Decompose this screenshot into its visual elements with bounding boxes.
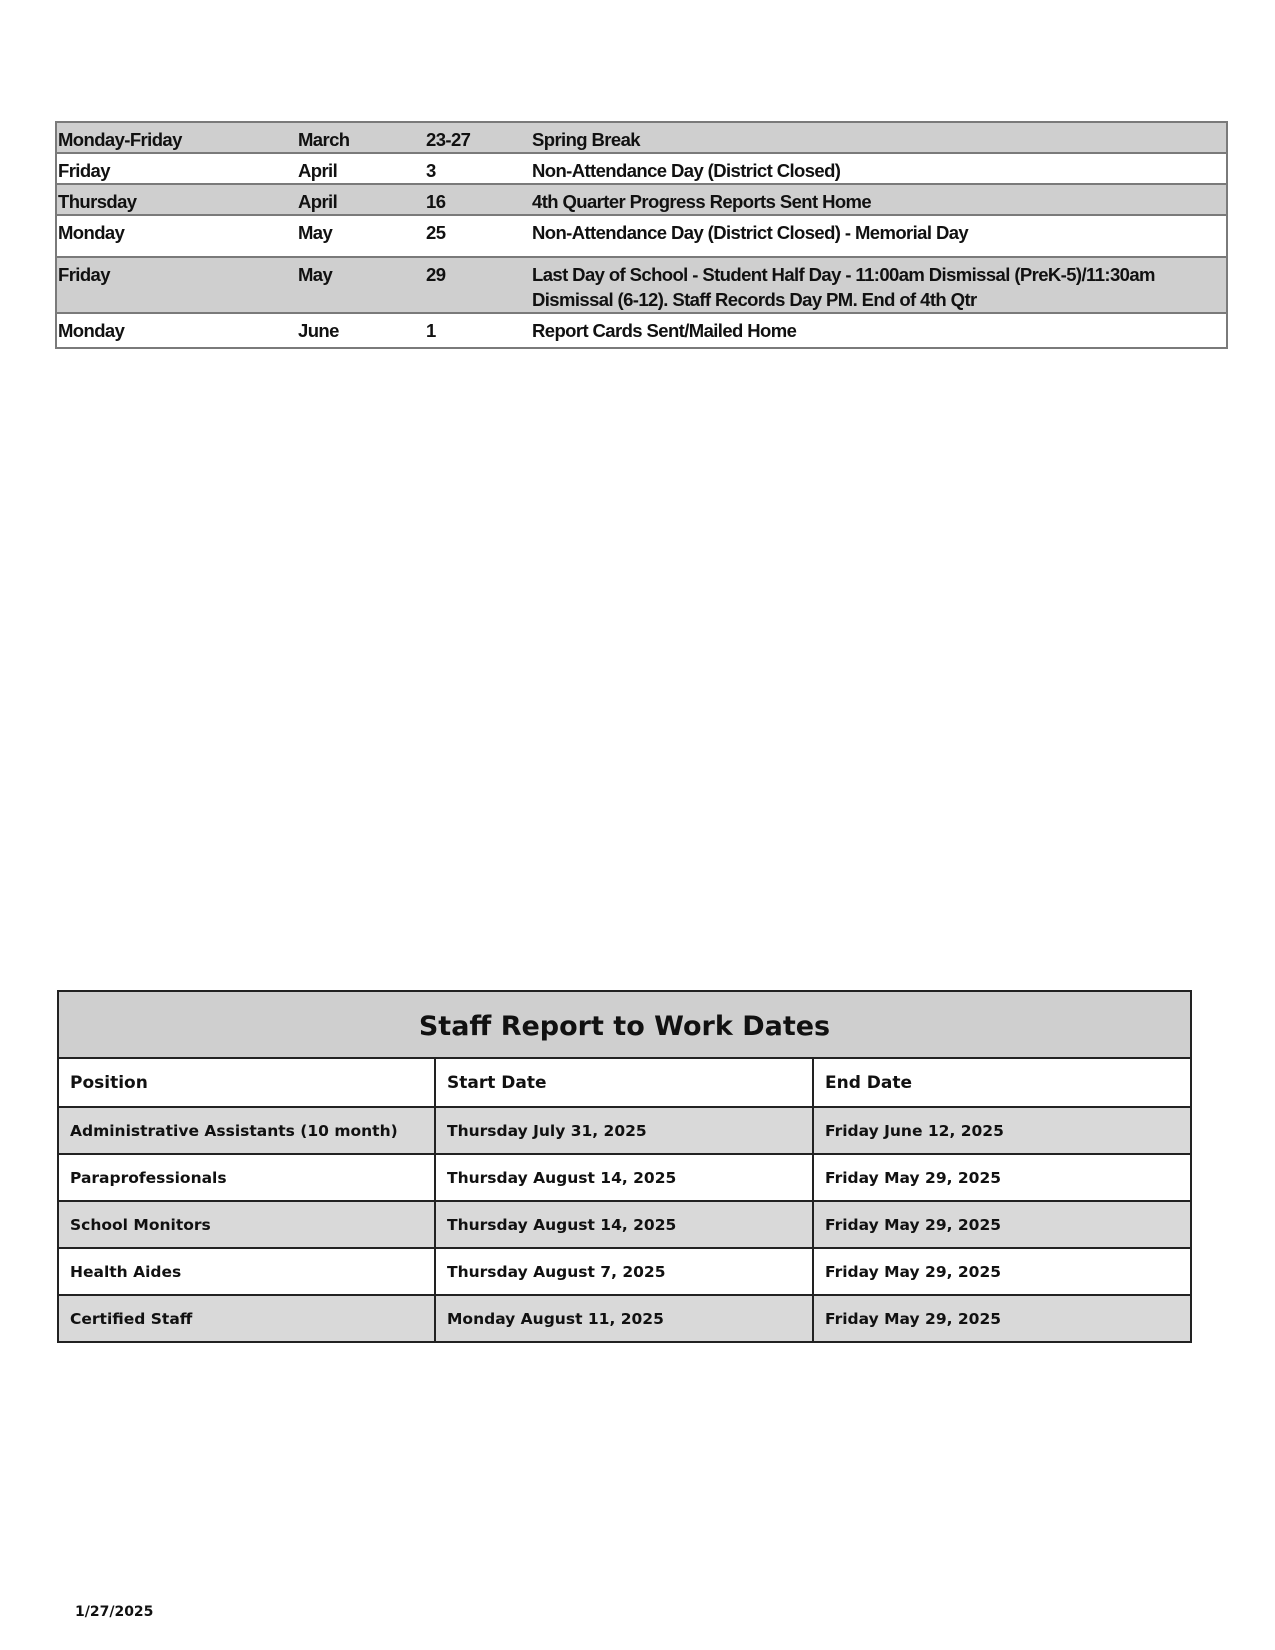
event-day: Thursday bbox=[56, 184, 297, 215]
table-row bbox=[56, 215, 1227, 257]
staff-report-table bbox=[57, 990, 1192, 1343]
end-date-cell: Friday May 29, 2025 bbox=[813, 1295, 1191, 1342]
event-day: Monday-Friday bbox=[56, 122, 297, 153]
table-row bbox=[56, 184, 1227, 215]
table-row bbox=[56, 153, 1227, 184]
start-date-cell: Thursday August 14, 2025 bbox=[435, 1154, 813, 1201]
event-day: Monday bbox=[56, 313, 297, 348]
end-date-cell: Friday June 12, 2025 bbox=[813, 1107, 1191, 1154]
event-description-line: Dismissal (6-12). Staff Records Day PM. End of 4th Qtr bbox=[532, 289, 977, 310]
table-row bbox=[58, 1107, 1191, 1154]
event-month: April bbox=[297, 153, 425, 184]
event-day: Monday bbox=[56, 215, 297, 257]
end-date-cell: Friday May 29, 2025 bbox=[813, 1248, 1191, 1295]
column-header-start-date: Start Date bbox=[435, 1058, 813, 1107]
event-month: May bbox=[297, 215, 425, 257]
table-row bbox=[58, 1248, 1191, 1295]
staff-table-header-row bbox=[58, 1058, 1191, 1107]
event-month: June bbox=[297, 313, 425, 348]
event-description-line: Last Day of School - Student Half Day - 11:00am Dismissal (PreK-5)/11:30am bbox=[532, 264, 1155, 285]
position-cell: Certified Staff bbox=[58, 1295, 435, 1342]
event-day: Friday bbox=[56, 257, 297, 313]
column-header-position: Position bbox=[58, 1058, 435, 1107]
footer-date: 1/27/2025 bbox=[75, 1604, 154, 1620]
table-row bbox=[58, 1154, 1191, 1201]
event-date: 25 bbox=[425, 215, 531, 257]
staff-table-title: Staff Report to Work Dates bbox=[58, 991, 1191, 1058]
table-row bbox=[58, 1295, 1191, 1342]
event-month: March bbox=[297, 122, 425, 153]
event-description bbox=[531, 257, 1227, 313]
event-day: Friday bbox=[56, 153, 297, 184]
end-date-cell: Friday May 29, 2025 bbox=[813, 1154, 1191, 1201]
table-row bbox=[56, 122, 1227, 153]
start-date-cell: Thursday July 31, 2025 bbox=[435, 1107, 813, 1154]
end-date-cell: Friday May 29, 2025 bbox=[813, 1201, 1191, 1248]
table-row bbox=[56, 313, 1227, 348]
event-description: 4th Quarter Progress Reports Sent Home bbox=[531, 184, 1227, 215]
calendar-events-table bbox=[55, 121, 1228, 349]
start-date-cell: Thursday August 14, 2025 bbox=[435, 1201, 813, 1248]
event-description: Report Cards Sent/Mailed Home bbox=[531, 313, 1227, 348]
table-row bbox=[56, 257, 1227, 313]
event-month: May bbox=[297, 257, 425, 313]
event-date: 23-27 bbox=[425, 122, 531, 153]
event-date: 3 bbox=[425, 153, 531, 184]
position-cell: School Monitors bbox=[58, 1201, 435, 1248]
start-date-cell: Thursday August 7, 2025 bbox=[435, 1248, 813, 1295]
table-row bbox=[58, 1201, 1191, 1248]
position-cell: Paraprofessionals bbox=[58, 1154, 435, 1201]
column-header-end-date: End Date bbox=[813, 1058, 1191, 1107]
position-cell: Administrative Assistants (10 month) bbox=[58, 1107, 435, 1154]
position-cell: Health Aides bbox=[58, 1248, 435, 1295]
start-date-cell: Monday August 11, 2025 bbox=[435, 1295, 813, 1342]
event-date: 29 bbox=[425, 257, 531, 313]
event-description: Spring Break bbox=[531, 122, 1227, 153]
event-month: April bbox=[297, 184, 425, 215]
event-date: 16 bbox=[425, 184, 531, 215]
event-date: 1 bbox=[425, 313, 531, 348]
event-description: Non-Attendance Day (District Closed) - Memorial Day bbox=[531, 215, 1227, 257]
event-description: Non-Attendance Day (District Closed) bbox=[531, 153, 1227, 184]
